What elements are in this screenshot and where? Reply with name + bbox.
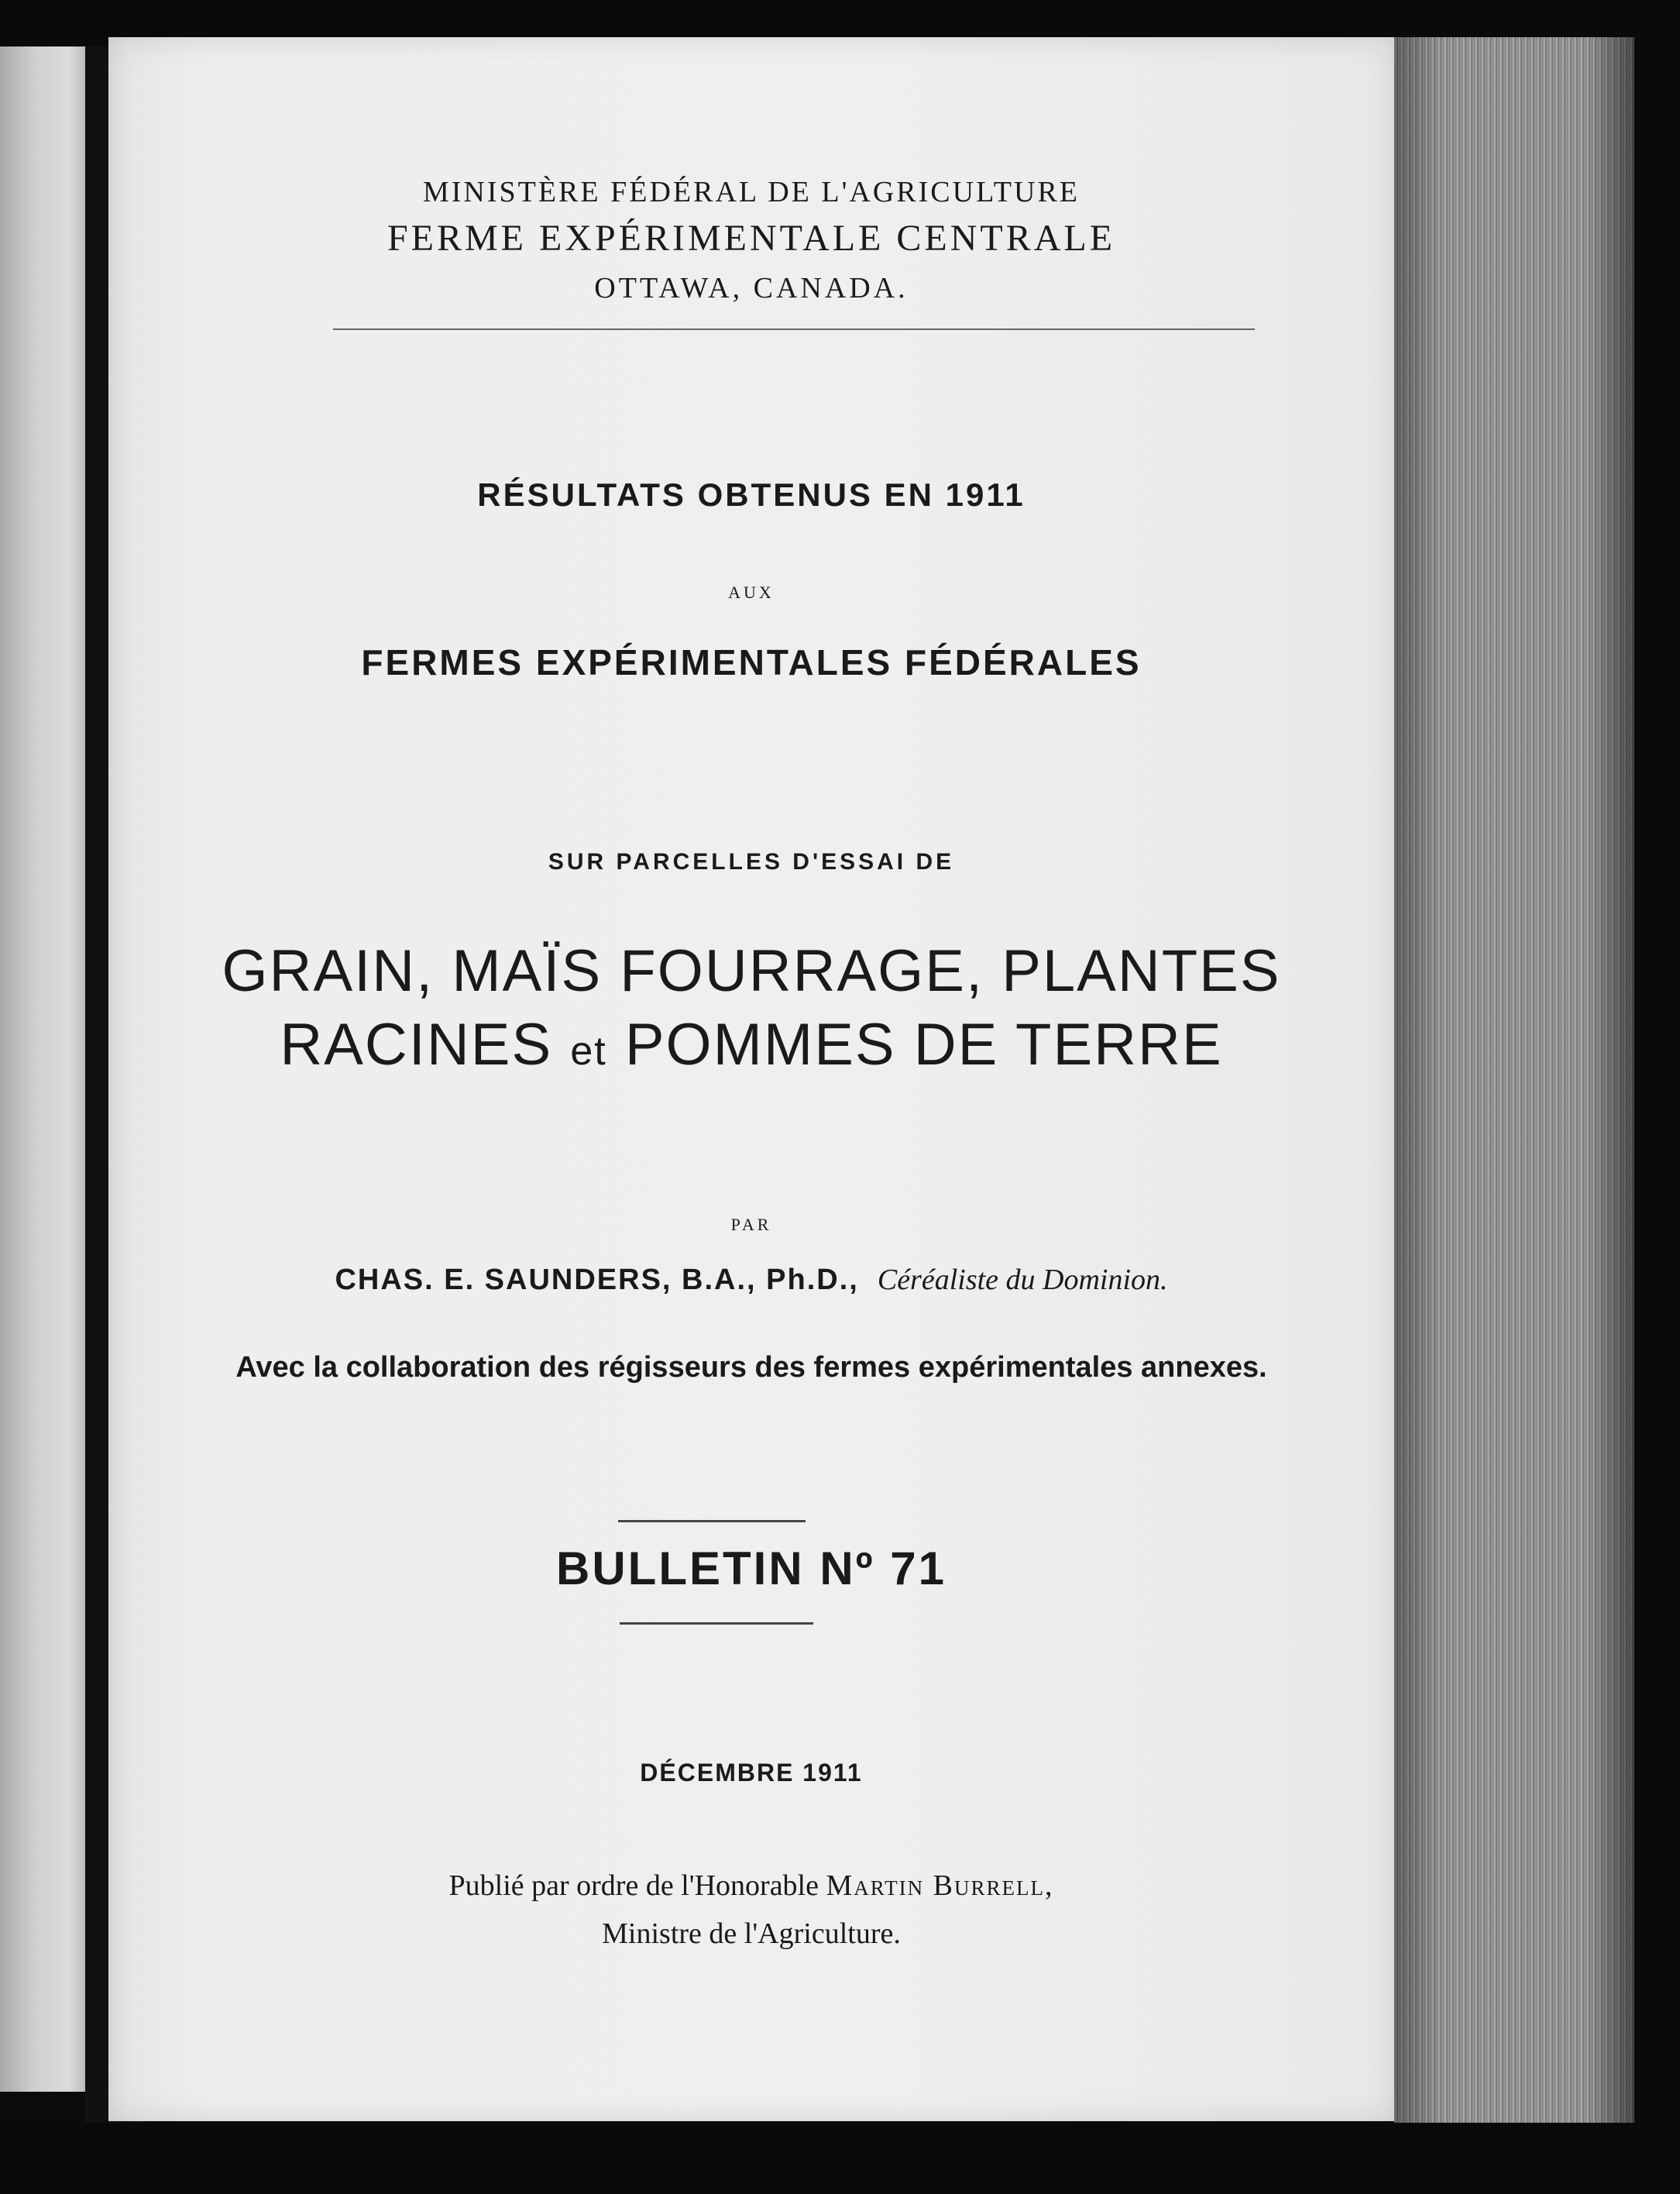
- publication-date: DÉCEMBRE 1911: [640, 1759, 863, 1786]
- publisher-line: [108, 1869, 1394, 1903]
- title-page: [108, 37, 1394, 2121]
- results-heading: RÉSULTATS OBTENUS EN 1911: [477, 476, 1026, 513]
- plots-heading: SUR PARCELLES D'ESSAI DE: [548, 849, 955, 875]
- author-role: Céréaliste du Dominion.: [877, 1264, 1168, 1296]
- title-racines: RACINES: [280, 1012, 553, 1078]
- header-divider: [333, 328, 1255, 330]
- farm-heading: FERME EXPÉRIMENTALE CENTRALE: [387, 218, 1116, 259]
- aux-text: AUX: [728, 583, 775, 602]
- title-et: et: [570, 1029, 607, 1074]
- minister-title: Ministre de l'Agriculture.: [602, 1917, 901, 1950]
- bulletin-rule-top: [618, 1520, 806, 1522]
- ministry-heading: MINISTÈRE FÉDÉRAL DE L'AGRICULTURE: [422, 176, 1080, 208]
- scan-bottom-border: [0, 2123, 1680, 2194]
- page-edges-shadow: [1394, 37, 1634, 2152]
- main-title-line-1: GRAIN, MAÏS FOURRAGE, PLANTES: [222, 938, 1281, 1004]
- par-text: PAR: [730, 1215, 772, 1234]
- publisher-prefix: Publié par ordre de l'Honorable: [448, 1869, 819, 1902]
- minister-name: Martin Burrell,: [826, 1869, 1054, 1902]
- collaboration-line: Avec la collaboration des régisseurs des fermes expérimentales annexes.: [235, 1351, 1267, 1384]
- adjacent-page: [0, 46, 85, 2092]
- scan-right-border: [1634, 0, 1680, 2194]
- author-name: CHAS. E. SAUNDERS, B.A., Ph.D.,: [335, 1264, 859, 1296]
- farms-heading: FERMES EXPÉRIMENTALES FÉDÉRALES: [361, 642, 1142, 683]
- location-heading: OTTAWA, CANADA.: [594, 272, 909, 304]
- bulletin-rule-bottom: [620, 1622, 813, 1625]
- main-title-line-2: [108, 1011, 1394, 1078]
- title-pommes: POMMES DE TERRE: [624, 1012, 1223, 1078]
- bulletin-number: BULLETIN Nº 71: [556, 1542, 947, 1594]
- author-line: [108, 1263, 1394, 1297]
